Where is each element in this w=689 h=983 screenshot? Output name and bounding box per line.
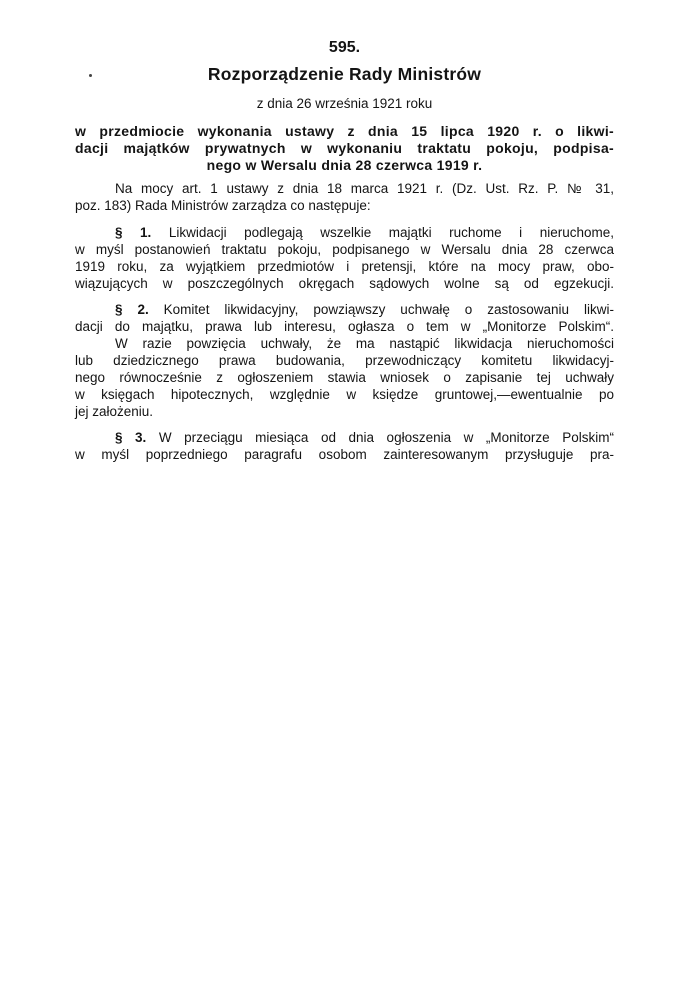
paragraph-2b-line-4: w księgach hipotecznych, względnie w księdze gruntowej,—ewentualnie po (75, 387, 614, 402)
paragraph-2b-line-2: lub dziedzicznego prawa budowania, przewodniczący komitetu likwidacyj- (75, 353, 614, 368)
paragraph-2b-line-5: jej założeniu. (75, 404, 154, 419)
paragraph-2b-first-line: W razie powzięcia uchwały, że ma nastąpić likwidacja nieruchomości (115, 336, 614, 351)
preamble-line-2: poz. 183) Rada Ministrów zarządza co następuje: (75, 198, 371, 213)
paragraph-3-line-2: w myśl poprzedniego paragrafu osobom zainteresowanym przysługuje pra- (75, 447, 614, 462)
document-number: 595. (328, 39, 361, 56)
section-marker-1: § 1. (115, 225, 152, 240)
paragraph-3-first-line (115, 430, 614, 446)
paragraph-1-line-2: w myśl postanowień traktatu pokoju, podpisanego w Wersalu dnia 28 czerwca (75, 242, 614, 257)
paragraph-2-line-2: dacji do majątku, prawa lub interesu, ogłasza o tem w „Monitorze Polskim“. (75, 319, 614, 334)
subject-line-2: dacji majątków prywatnych w wykonaniu traktatu pokoju, podpisa- (75, 140, 614, 156)
document-title: Rozporządzenie Rady Ministrów (207, 64, 482, 84)
preamble-line-1: Na mocy art. 1 ustawy z dnia 18 marca 1921 r. (Dz. Ust. Rz. P. № 31, (115, 181, 614, 196)
paragraph-2-first-text: Komitet likwidacyjny, powziąwszy uchwałę o zastosowaniu likwi- (163, 302, 614, 317)
section-marker-2: § 2. (115, 302, 149, 317)
paragraph-2-first-line (115, 302, 614, 318)
paragraph-1-line-3: 1919 roku, za wyjątkiem przedmiotów i pretensji, które na mocy praw, obo- (75, 259, 614, 274)
subject-line-1: w przedmiocie wykonania ustawy z dnia 15 lipca 1920 r. o likwi- (75, 123, 614, 139)
paragraph-1-first-line (115, 225, 614, 241)
document-date: z dnia 26 września 1921 roku (256, 96, 433, 111)
paragraph-2b-line-3: nego równocześnie z ogłoszeniem stawia wniosek o zapisanie tej uchwały (75, 370, 614, 385)
paragraph-3-first-text: W przeciągu miesiąca od dnia ogłoszenia w „Monitorze Polskim“ (158, 430, 614, 445)
subject-line-3: nego w Wersalu dnia 28 czerwca 1919 r. (206, 157, 483, 173)
paragraph-1-first-text: Likwidacji podlegają wszelkie majątki ruchome i nieruchome, (168, 225, 614, 240)
paragraph-1-line-4: wiązujących w poszczególnych okręgach sądowych wolne są od egzekucji. (75, 276, 614, 291)
section-marker-3: § 3. (115, 430, 147, 445)
